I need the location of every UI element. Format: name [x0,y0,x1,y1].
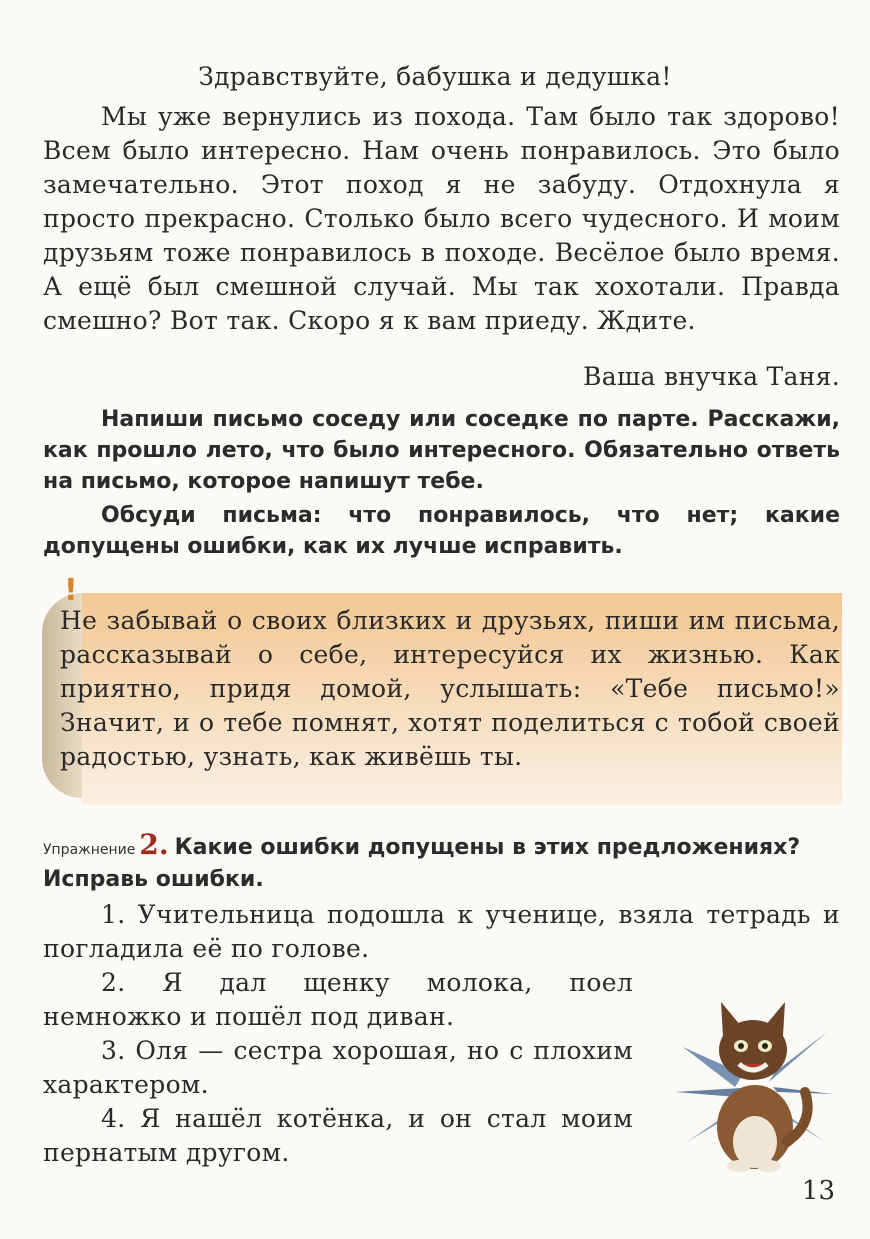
exclamation-icon: ! [64,573,78,608]
exercise-item-3: 3. Оля — сестра хорошая, но с плохим характером. [43,1036,633,1099]
exercise-label: Упражнение [43,842,136,858]
exercise-header [43,828,840,896]
letter-signature: Ваша внучка Таня. [583,362,840,391]
note-text [60,604,840,774]
letter-greeting: Здравствуйте, бабушка и дедушка! [198,62,672,91]
task-write-letter: Напиши письмо соседу или соседке по парте. Расскажи, как прошло лето, что было интересного. Обязательно ответь на письмо, которое напишут тебе. [43,407,840,494]
exercise-prompt: Какие ошибки допущены в этих предложениях? Исправь ошибки. [43,835,801,892]
task-discuss-letters: Обсуди письма: что понравилось, что нет; какие допущены ошибки, как их лучше исправить. [43,503,840,559]
exercise-item-4: 4. Я нашёл котёнка, и он стал моим пернатым другом. [43,1104,633,1167]
exercise-item-1: 1. Учительница подошла к ученице, взяла тетрадь и погладила её по голове. [43,900,840,963]
writing-task [43,404,840,565]
exercise-item-2: 2. Я дал щенку молока, поел немножко и пошёл под диван. [43,968,633,1031]
note-paragraph: Не забывай о своих близких и друзьях, пиши им письма, рассказывай о себе, интересуйся их жизнью. Как приятно, придя домой, услышать: «Тебе письмо!» Значит, и о тебе помнят, хотят поделиться с тобой своей радостью, узнать, как живёшь ты. [60,606,840,771]
letter-body [43,100,840,338]
letter-paragraph: Мы уже вернулись из похода. Там было так здорово! Всем было интересно. Нам очень понравилось. Это было замечательно. Этот поход я не забуду. Отдохнула я просто прекрасно. Столько было всего чудесного. И моим друзьям тоже понравилось в походе. Весёлое было время. А ещё был смешной случай. Мы так хохотали. Правда смешно? Вот так. Скоро я к вам приеду. Ждите. [43,102,840,335]
cat-illustration [665,992,835,1172]
page-number: 13 [801,1176,835,1206]
exercise-number: 2. [139,828,169,861]
